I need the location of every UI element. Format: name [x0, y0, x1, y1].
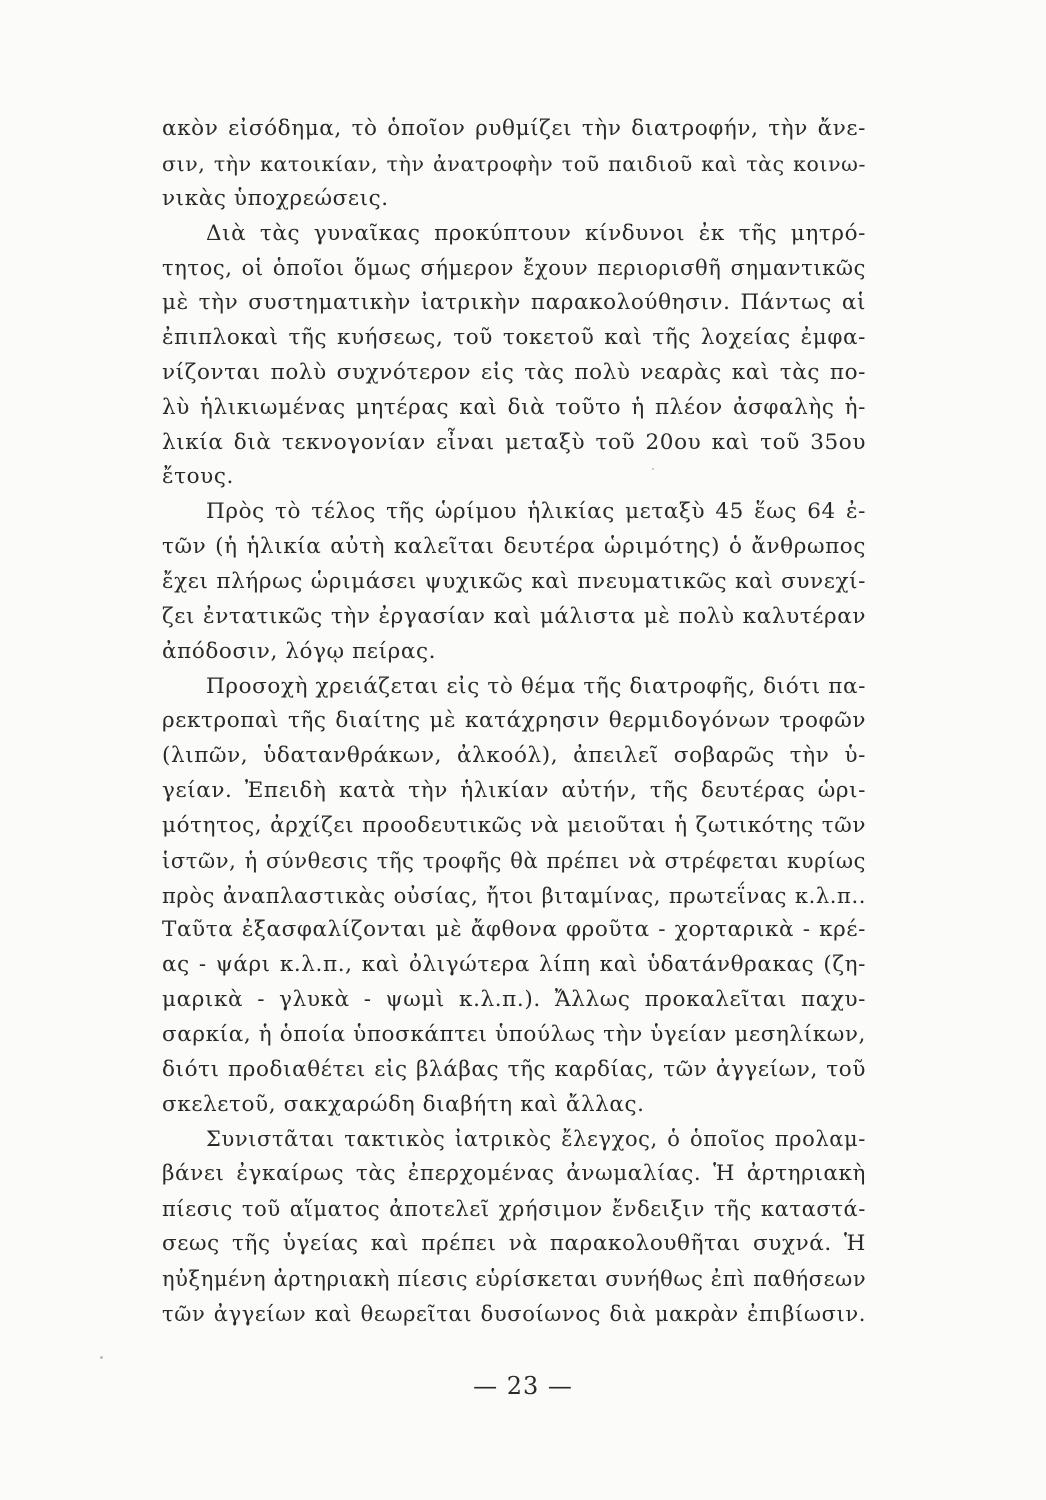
text-line: πρὸς ἀναπλαστικὰς οὐσίας, ἤτοι βιταμίνας, πρωτεΐνας κ.λ.π.. [162, 883, 866, 908]
text-line: σαρκία, ἡ ὁποία ὑποσκάπτει ὑπούλως τὴν ὑγείαν μεσηλίκων, [162, 1021, 866, 1047]
text-line: μότητος, ἀρχίζει προοδευτικῶς νὰ μειοῦται ἡ ζωτικότης τῶν [162, 812, 866, 838]
text-line: Πρὸς τὸ τέλος τῆς ὡρίμου ἡλικίας μεταξὺ 45 ἕως 64 ἐ- [206, 499, 866, 525]
text-line: διότι προδιαθέτει εἰς βλάβας τῆς καρδίας, τῶν ἀγγείων, τοῦ [162, 1056, 866, 1082]
text-line: γείαν. Ἐπειδὴ κατὰ τὴν ἡλικίαν αὐτήν, τῆς δευτέρας ὡρι- [162, 778, 866, 804]
text-line: τητος, οἱ ὁποῖοι ὅμως σήμερον ἔχουν περιορισθῆ σημαντικῶς [162, 256, 866, 281]
text-line: (λιπῶν, ὑδατανθράκων, ἀλκοόλ), ἀπειλεῖ σοβαρῶς τὴν ὑ- [162, 743, 866, 769]
text-line: ἔχει πλήρως ὡριμάσει ψυχικῶς καὶ πνευματικῶς καὶ συνεχί- [162, 568, 866, 594]
text-line: σεως τῆς ὑγείας καὶ πρέπει νὰ παρακολουθῆται συχνά. Ἡ [162, 1231, 866, 1256]
text-line: Διὰ τὰς γυναῖκας προκύπτουν κίνδυνοι ἐκ τῆς μητρό- [206, 220, 866, 246]
page-number: — 23 — [473, 1372, 573, 1400]
text-line: ἀπόδοσιν, λόγῳ πείρας. [162, 638, 437, 664]
text-line: μαρικὰ - γλυκὰ - ψωμὶ κ.λ.π.). Ἄλλως προκαλεῖται παχυ- [162, 987, 866, 1013]
text-line: ἔτους. [162, 464, 234, 490]
text-line: Ταῦτα ἐξασφαλίζονται μὲ ἄφθονα φροῦτα - χορταρικὰ - κρέ- [162, 917, 866, 943]
scan-speck [100, 1356, 103, 1359]
text-line: βάνει ἐγκαίρως τὰς ἐπερχομένας ἀνωμαλίας. Ἡ ἀρτηριακὴ [162, 1161, 866, 1187]
text-line: τῶν ἀγγείων καὶ θεωρεῖται δυσοίωνος διὰ μακρὰν ἐπιβίωσιν. [162, 1301, 866, 1326]
text-line: νίζονται πολὺ συχνότερον εἰς τὰς πολὺ νεαρὰς καὶ τὰς πο- [162, 359, 866, 385]
text-line: νικὰς ὑποχρεώσεις. [162, 185, 389, 211]
text-line: ηὐξημένη ἀρτηριακὴ πίεσις εὑρίσκεται συνήθως ἐπὶ παθήσεων [162, 1266, 867, 1291]
text-line: λικία διὰ τεκνογονίαν εἶναι μεταξὺ τοῦ 20ου καὶ τοῦ 35ου [162, 429, 866, 455]
text-line: μὲ τὴν συστηματικὴν ἰατρικὴν παρακολούθησιν. Πάντως αἱ [162, 290, 866, 316]
text-line: τῶν (ἡ ἡλικία αὐτὴ καλεῖται δευτέρα ὡριμότης) ὁ ἄνθρωπος [162, 534, 866, 560]
text-line: λὺ ἡλικιωμένας μητέρας καὶ διὰ τοῦτο ἡ πλέον ἀσφαλὴς ἡ- [162, 394, 866, 420]
text-line: ἐπιπλοκαὶ τῆς κυήσεως, τοῦ τοκετοῦ καὶ τῆς λοχείας ἐμφα- [162, 325, 866, 351]
text-line: ακὸν εἰσόδημα, τὸ ὁποῖον ρυθμίζει τὴν διατροφήν, τὴν ἄνε- [162, 116, 866, 141]
text-line: ζει ἐντατικῶς τὴν ἐργασίαν καὶ μάλιστα μὲ πολὺ καλυτέραν [162, 603, 866, 629]
text-line: ἱστῶν, ἡ σύνθεσις τῆς τροφῆς θὰ πρέπει νὰ στρέφεται κυρίως [162, 848, 866, 873]
scan-speck [652, 468, 654, 470]
text-line: Συνιστᾶται τακτικὸς ἰατρικὸς ἔλεγχος, ὁ ὁποῖος προλαμ- [206, 1127, 866, 1152]
text-line: ας - ψάρι κ.λ.π., καὶ ὀλιγώτερα λίπη καὶ ὑδατάνθρακας (ζη- [162, 952, 866, 978]
text-line: Προσοχὴ χρειάζεται εἰς τὸ θέμα τῆς διατροφῆς, διότι πα- [206, 673, 866, 699]
body-text [162, 112, 866, 1332]
text-line: σιν, τὴν κατοικίαν, τὴν ἀνατροφὴν τοῦ παιδιοῦ καὶ τὰς κοινω- [162, 151, 866, 176]
text-line: σκελετοῦ, σακχαρώδη διαβήτη καὶ ἄλλας. [162, 1091, 645, 1117]
text-line: ρεκτροπαὶ τῆς διαίτης μὲ κατάχρησιν θερμιδογόνων τροφῶν [162, 708, 866, 734]
text-line: πίεσις τοῦ αἵματος ἀποτελεῖ χρήσιμον ἔνδειξιν τῆς καταστά- [162, 1197, 866, 1222]
